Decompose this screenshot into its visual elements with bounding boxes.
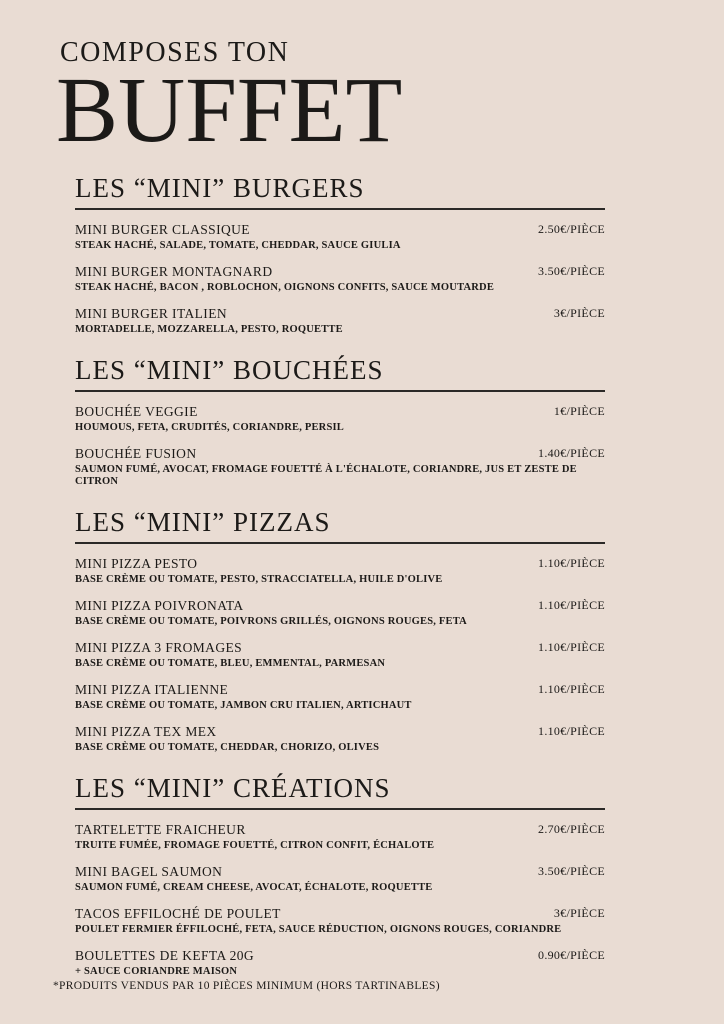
item-description: BASE CRÈME OU TOMATE, PESTO, STRACCIATELLA, HUILE D'OLIVE (75, 574, 443, 585)
item-description: MORTADELLE, MOZZARELLA, PESTO, ROQUETTE (75, 324, 343, 335)
item-description: POULET FERMIER ÉFFILOCHÉ, FETA, SAUCE RÉDUCTION, OIGNONS ROUGES, CORIANDRE (75, 924, 562, 935)
section-heading: LES “MINI” CRÉATIONS (75, 773, 605, 810)
menu-item (75, 598, 605, 628)
item-description: SAUMON FUMÉ, CREAM CHEESE, AVOCAT, ÉCHALOTE, ROQUETTE (75, 882, 433, 893)
item-name: MINI PIZZA 3 FROMAGES (75, 640, 243, 655)
item-description: BASE CRÈME OU TOMATE, POIVRONS GRILLÉS, OIGNONS ROUGES, FETA (75, 616, 467, 627)
item-name: BOUCHÉE VEGGIE (75, 404, 198, 419)
section-mini-bouchees (75, 355, 605, 488)
item-price: 0.90€/PIÈCE (538, 948, 605, 962)
menu-item (75, 640, 605, 670)
item-name: MINI BAGEL SAUMON (75, 864, 223, 879)
item-name: MINI BURGER ITALIEN (75, 306, 227, 321)
item-price: 1.10€/PIÈCE (538, 556, 605, 570)
item-name: MINI BURGER MONTAGNARD (75, 264, 273, 279)
section-mini-creations (75, 773, 605, 978)
title-block (0, 0, 724, 162)
menu-item (75, 222, 605, 252)
menu-item (75, 724, 605, 754)
menu-item (75, 306, 605, 336)
item-name: TACOS EFFILOCHÉ DE POULET (75, 906, 281, 921)
menu-item (75, 822, 605, 852)
item-description: BASE CRÈME OU TOMATE, CHEDDAR, CHORIZO, OLIVES (75, 742, 380, 753)
menu-footnote: *PRODUITS VENDUS PAR 10 PIÈCES MINIMUM (HORS TARTINABLES) (53, 980, 440, 992)
item-price: 2.50€/PIÈCE (538, 222, 605, 236)
item-description: TRUITE FUMÉE, FROMAGE FOUETTÉ, CITRON CONFIT, ÉCHALOTE (75, 840, 435, 851)
menu-item (75, 948, 605, 978)
item-name: BOULETTES DE KEFTA 20G (75, 948, 255, 963)
item-description: STEAK HACHÉ, BACON , ROBLOCHON, OIGNONS CONFITS, SAUCE MOUTARDE (75, 282, 495, 293)
item-price: 1.40€/PIÈCE (538, 446, 605, 460)
section-heading: LES “MINI” BURGERS (75, 173, 605, 210)
section-heading: LES “MINI” PIZZAS (75, 507, 605, 544)
menu-item (75, 446, 605, 488)
item-name: MINI PIZZA PESTO (75, 556, 198, 571)
item-description: BASE CRÈME OU TOMATE, BLEU, EMMENTAL, PARMESAN (75, 658, 386, 669)
item-price: 1€/PIÈCE (553, 404, 605, 418)
section-mini-pizzas (75, 507, 605, 754)
menu-item (75, 264, 605, 294)
item-description: HOUMOUS, FETA, CRUDITÉS, CORIANDRE, PERSIL (75, 422, 344, 433)
item-price: 3.50€/PIÈCE (538, 864, 605, 878)
item-price: 3.50€/PIÈCE (538, 264, 605, 278)
item-price: 1.10€/PIÈCE (538, 598, 605, 612)
menu-content (75, 173, 605, 978)
menu-item (75, 682, 605, 712)
item-description: STEAK HACHÉ, SALADE, TOMATE, CHEDDAR, SAUCE GIULIA (75, 240, 401, 251)
item-description: BASE CRÈME OU TOMATE, JAMBON CRU ITALIEN, ARTICHAUT (75, 700, 412, 711)
section-heading: LES “MINI” BOUCHÉES (75, 355, 605, 392)
item-description: SAUMON FUMÉ, AVOCAT, FROMAGE FOUETTÉ À L'ÉCHALOTE, CORIANDRE, JUS ET ZESTE DE CITRON (75, 464, 577, 487)
item-price: 2.70€/PIÈCE (538, 822, 605, 836)
menu-item (75, 556, 605, 586)
menu-item (75, 404, 605, 434)
item-name: MINI BURGER CLASSIQUE (75, 222, 250, 237)
menu-subtitle: COMPOSES TON (60, 37, 290, 68)
menu-item (75, 864, 605, 894)
item-description: + SAUCE CORIANDRE MAISON (75, 966, 238, 977)
item-price: 1.10€/PIÈCE (538, 682, 605, 696)
item-name: TARTELETTE FRAICHEUR (75, 822, 246, 837)
section-mini-burgers (75, 173, 605, 336)
menu-title: BUFFET (56, 59, 403, 162)
item-name: MINI PIZZA ITALIENNE (75, 682, 229, 697)
item-price: 3€/PIÈCE (553, 306, 605, 320)
item-name: MINI PIZZA POIVRONATA (75, 598, 244, 613)
item-price: 1.10€/PIÈCE (538, 724, 605, 738)
item-price: 3€/PIÈCE (553, 906, 605, 920)
item-name: MINI PIZZA TEX MEX (75, 724, 217, 739)
item-name: BOUCHÉE FUSION (75, 446, 197, 461)
item-price: 1.10€/PIÈCE (538, 640, 605, 654)
menu-item (75, 906, 605, 936)
